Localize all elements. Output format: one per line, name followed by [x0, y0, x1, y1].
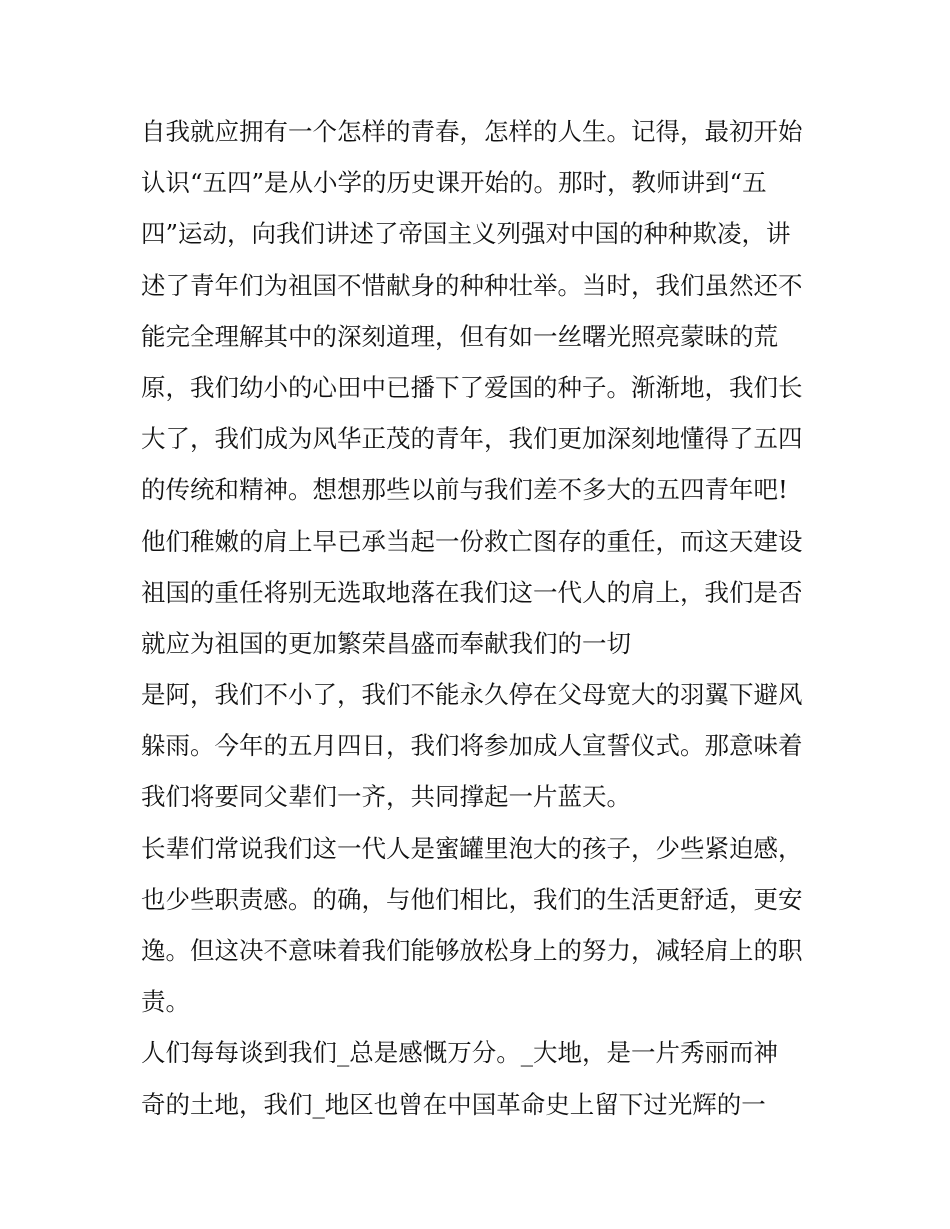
text-line: 逸。但这决不意味着我们能够放松身上的努力，减轻肩上的职	[141, 936, 803, 965]
text-line: 的传统和精神。想想那些以前与我们差不多大的五四青年吧!	[141, 475, 788, 505]
text-line: 奇的土地，我们_地区也曾在中国革命史上留下过光辉的一	[141, 1089, 766, 1119]
text-line: 躲雨。今年的五月四日，我们将参加成人宣誓仪式。那意味着	[141, 731, 803, 761]
text-line: 就应为祖国的更加繁荣昌盛而奉献我们的一切	[141, 628, 631, 658]
text-line: 原，我们幼小的心田中已播下了爱国的种子。渐渐地，我们长	[141, 372, 803, 402]
text-line: 他们稚嫩的肩上早已承当起一份救亡图存的重任，而这天建设	[141, 526, 803, 556]
text-line: 我们将要同父辈们一齐，共同撑起一片蓝天。	[141, 782, 631, 812]
text-line: 长辈们常说我们这一代人是蜜罐里泡大的孩子，少些紧迫感，	[141, 833, 803, 863]
text-line: 责。	[141, 987, 190, 1017]
text-line: 自我就应拥有一个怎样的青春，怎样的人生。记得，最初开始	[141, 117, 803, 146]
text-line: 人们每每谈到我们_总是感慨万分。_大地，是一片秀丽而神	[141, 1038, 778, 1068]
text-line: 是阿，我们不小了，我们不能永久停在父母宽大的羽翼下避风	[141, 680, 803, 710]
text-line: 能完全理解其中的深刻道理，但有如一丝曙光照亮蒙昧的荒	[141, 321, 778, 351]
text-line: 认识“五四”是从小学的历史课开始的。那时，教师讲到“五	[141, 168, 767, 198]
text-line: 大了，我们成为风华正茂的青年，我们更加深刻地懂得了五四	[141, 424, 803, 454]
text-line: 也少些职责感。的确，与他们相比，我们的生活更舒适，更安	[141, 884, 803, 914]
body-text	[141, 106, 821, 1130]
text-line: 祖国的重任将别无选取地落在我们这一代人的肩上，我们是否	[141, 577, 803, 607]
text-line: 四”运动，向我们讲述了帝国主义列强对中国的种种欺凌，讲	[141, 219, 791, 249]
text-line: 述了青年们为祖国不惜献身的种种壮举。当时，我们虽然还不	[141, 270, 803, 300]
